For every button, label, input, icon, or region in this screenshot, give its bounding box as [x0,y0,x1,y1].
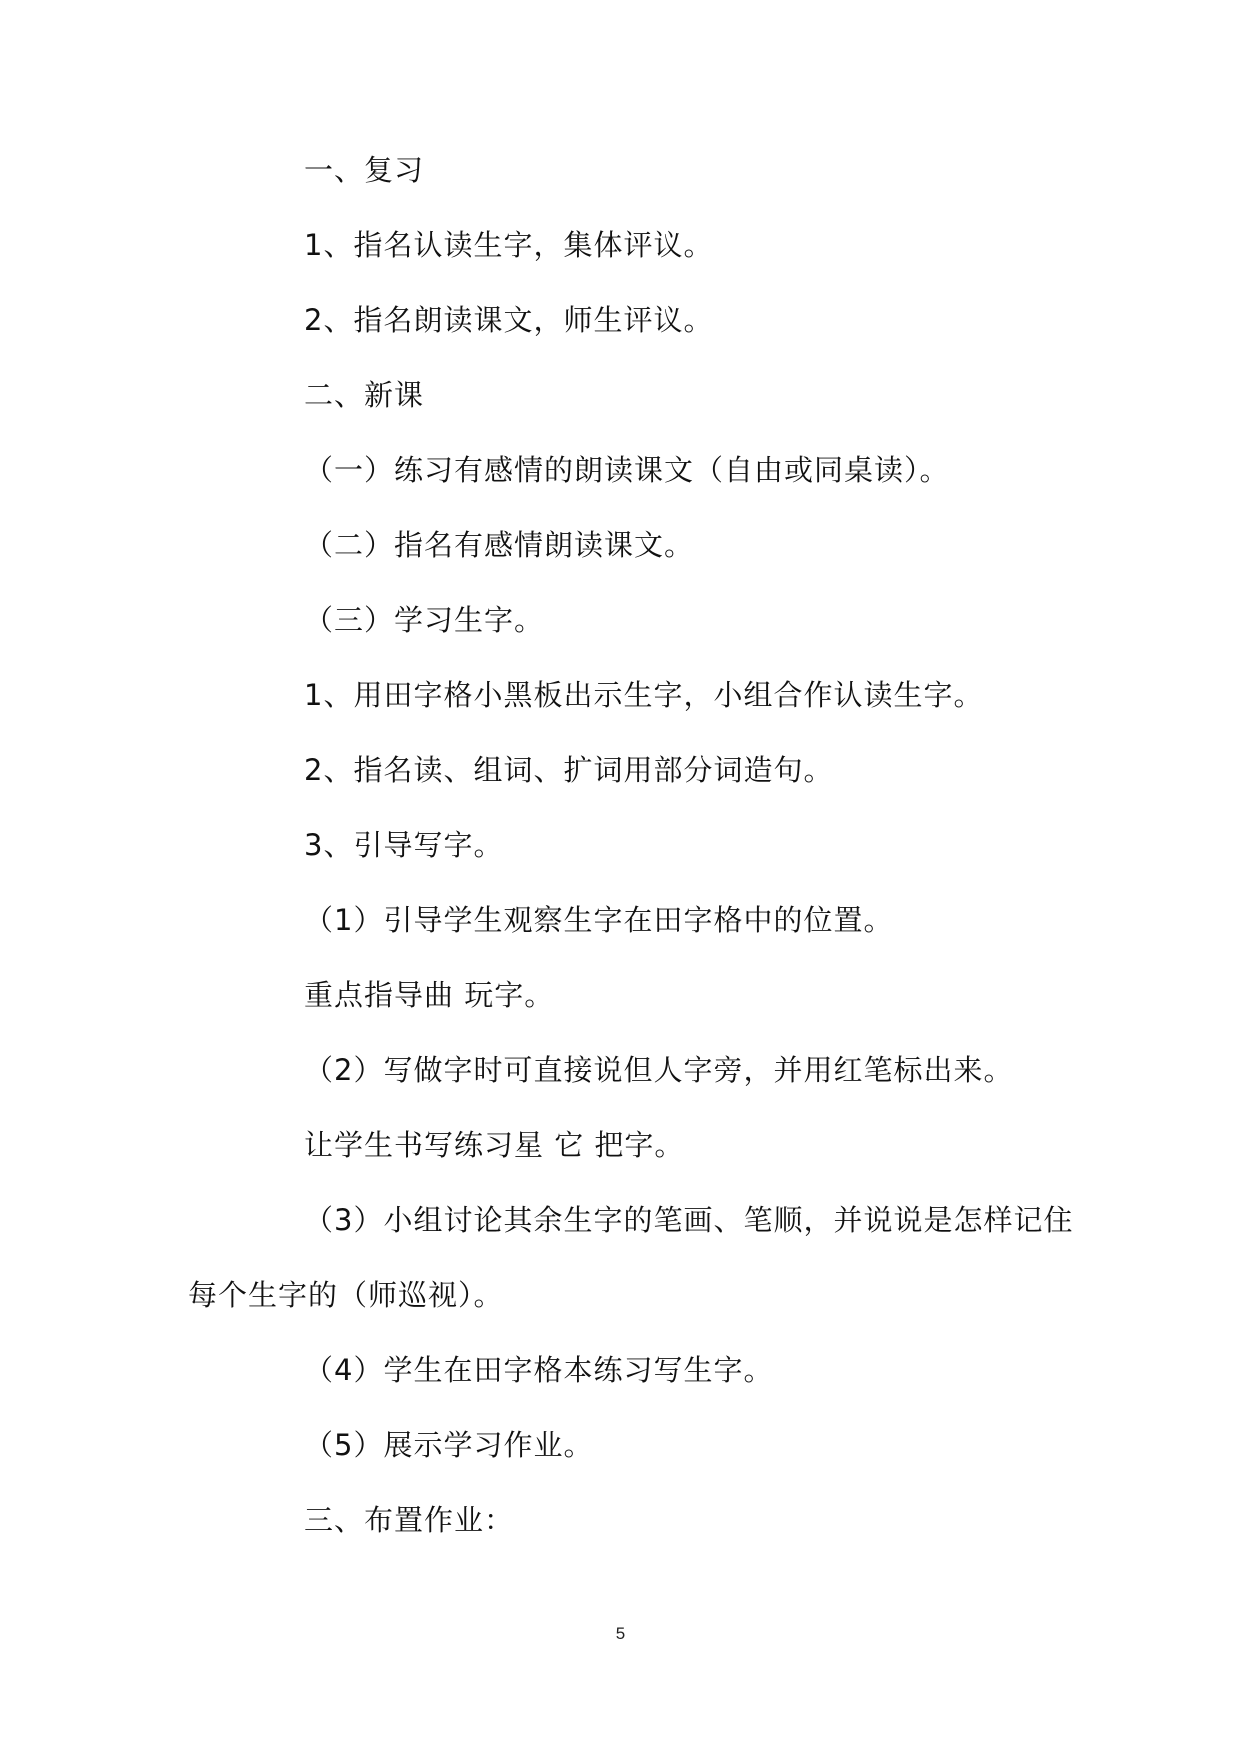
paragraph-line: 1、用田字格小黑板出示生字，小组合作认读生字。 [304,678,984,712]
paragraph-line: 让学生书写练习星 它 把字。 [304,1128,685,1162]
paragraph-line: 2、指名朗读课文，师生评议。 [304,303,714,337]
paragraph-line: （一）练习有感情的朗读课文（自由或同桌读）。 [304,453,950,487]
paragraph-line: （2）写做字时可直接说但人字旁，并用红笔标出来。 [304,1053,1014,1087]
page-number: 5 [615,1624,626,1643]
paragraph-line: （3）小组讨论其余生字的笔画、笔顺，并说说是怎样记住 [304,1203,1074,1237]
paragraph-line: （5）展示学习作业。 [304,1428,594,1462]
paragraph-line: 3、引导写字。 [304,828,504,862]
heading-review: 一、复习 [304,153,425,187]
paragraph-line: 1、指名认读生字，集体评议。 [304,228,714,262]
heading-new-lesson: 二、新课 [304,378,425,412]
paragraph-line: （1）引导学生观察生字在田字格中的位置。 [304,903,894,937]
paragraph-line: 2、指名读、组词、扩词用部分词造句。 [304,753,834,787]
paragraph-line: （三）学习生字。 [304,603,545,637]
paragraph-line-continued: 每个生字的（师巡视）。 [188,1278,504,1312]
paragraph-line: （二）指名有感情朗读课文。 [304,528,695,562]
heading-homework: 三、布置作业： [304,1503,515,1537]
paragraph-line: 重点指导曲 玩字。 [304,978,555,1012]
paragraph-line: （4）学生在田字格本练习写生字。 [304,1353,774,1387]
